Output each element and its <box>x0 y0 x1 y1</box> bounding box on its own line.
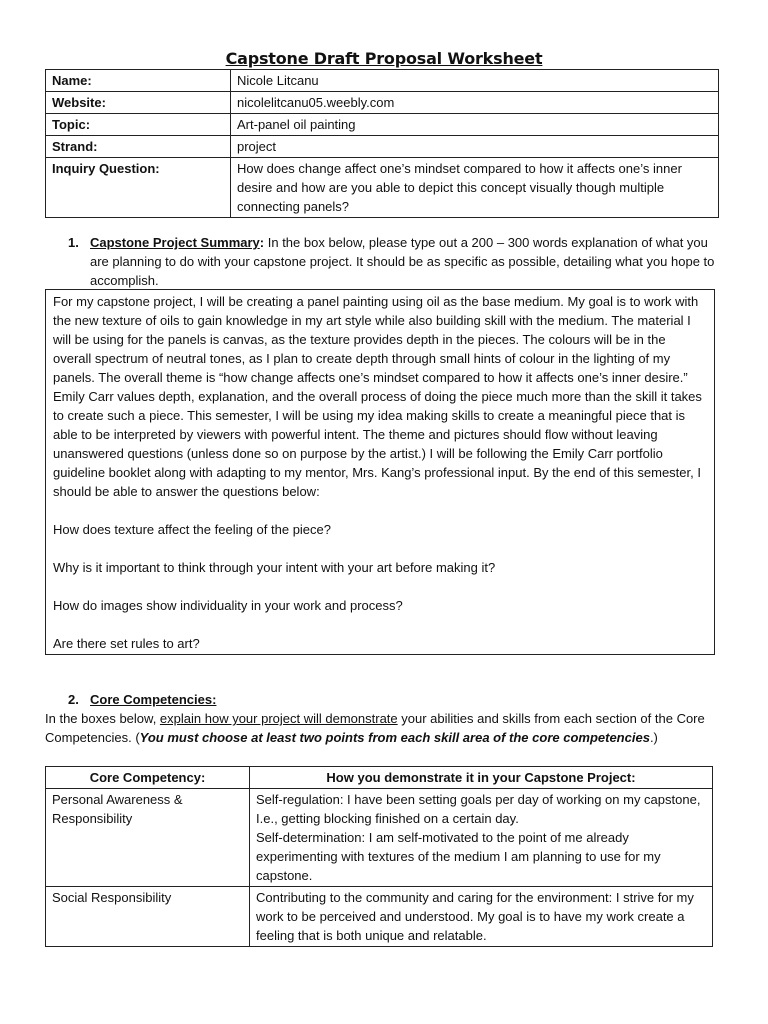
name-label: Name: <box>46 70 231 92</box>
table-row <box>46 70 719 92</box>
intro-end: .) <box>649 730 658 745</box>
table-row <box>46 887 713 947</box>
section1-header <box>68 233 718 290</box>
summary-paragraph: For my capstone project, I will be creating a panel painting using oil as the base medium. My goal is to work with the new texture of oils to gain knowledge in my art style while also building skill with the medium. The material I will be using for the panels is canvas, as the texture provides depth in the pieces. The colours will be in the overall spectrum of neutral tones, as I plan to create depth through small hints of colour in the lighting of my panels. The overall theme is “how change affects one’s mindset compared to how it affects one’s inner desire.” Emily Carr values depth, explanation, and the overall process of doing the piece much more than the skill it takes to create such a piece. This semester, I will be using my idea making skills to create a meaningful piece that is able to be interpreted by viewers with powerful intent. The theme and pictures should flow without leaving unanswered questions (unless done so on purpose by the artist.) I will be following the Emily Carr portfolio guideline booklet along with adapting to my mentor, Mrs. Kang’s professional input. By the end of this semester, I should be able to answer the questions below: <box>53 294 702 499</box>
summary-question: How does texture affect the feeling of the piece? <box>53 522 331 537</box>
document-title: Capstone Draft Proposal Worksheet <box>225 49 543 68</box>
section2-header <box>68 690 718 709</box>
table-row <box>46 789 713 887</box>
demonstration-cell <box>250 789 713 887</box>
section1-text <box>90 233 718 290</box>
competency-cell: Social Responsibility <box>46 887 250 947</box>
strand-label: Strand: <box>46 136 231 158</box>
intro-emphasis: You must choose at least two points from each skill area of the core competencies <box>139 730 650 745</box>
summary-question: Are there set rules to art? <box>53 636 200 651</box>
info-table <box>45 69 719 218</box>
summary-question: How do images show individuality in your work and process? <box>53 598 403 613</box>
website-value: nicolelitcanu05.weebly.com <box>231 92 719 114</box>
header-core-competency: Core Competency: <box>46 767 250 789</box>
table-row <box>46 136 719 158</box>
table-row <box>46 114 719 136</box>
core-competencies-table <box>45 766 713 947</box>
table-header-row <box>46 767 713 789</box>
name-value: Nicole Litcanu <box>231 70 719 92</box>
intro-pre: In the boxes below, <box>45 711 160 726</box>
topic-label: Topic: <box>46 114 231 136</box>
demonstration-line: Self-regulation: I have been setting goals per day of working on my capstone, I.e., getting blocking finished on a certain day. <box>256 792 701 826</box>
section1-number: 1. <box>68 235 79 250</box>
table-row <box>46 158 719 218</box>
section2-number: 2. <box>68 692 79 707</box>
core-competencies-intro <box>45 709 725 747</box>
inquiry-question-label: Inquiry Question: <box>46 158 231 218</box>
section1-instructions: In the box below, please type out a 200 – 300 words explanation of what you are planning to do with your capstone project. It should be as specific as possible, detailing what you hope to accomplish. <box>90 235 715 288</box>
intro-mid: your abilities and skills from each section of the Core Competencies. ( <box>45 711 705 745</box>
website-label: Website: <box>46 92 231 114</box>
demonstration-cell <box>250 887 713 947</box>
summary-question: Why is it important to think through your intent with your art before making it? <box>53 560 496 575</box>
table-row <box>46 92 719 114</box>
section2-heading: Core Competencies: <box>90 692 217 707</box>
section1-colon: : <box>259 235 265 250</box>
summary-box <box>45 289 715 655</box>
intro-underlined: explain how your project will demonstrate <box>159 711 398 726</box>
demonstration-line: Self-determination: I am self-motivated to the point of me already experimenting with textures of the medium I am planning to use for my capstone. <box>256 830 661 883</box>
strand-value: project <box>231 136 719 158</box>
demonstration-line: Contributing to the community and caring for the environment: I strive for my work to be perceived and understood. My goal is to have my work create a feeling that is both unique and relatable. <box>256 890 694 943</box>
topic-value: Art-panel oil painting <box>231 114 719 136</box>
competency-cell: Personal Awareness & Responsibility <box>46 789 250 887</box>
header-demonstration: How you demonstrate it in your Capstone Project: <box>250 767 713 789</box>
inquiry-question-value: How does change affect one’s mindset compared to how it affects one’s inner desire and how are you able to depict this concept visually though multiple connecting panels? <box>231 158 719 218</box>
section1-heading: Capstone Project Summary <box>90 235 260 250</box>
